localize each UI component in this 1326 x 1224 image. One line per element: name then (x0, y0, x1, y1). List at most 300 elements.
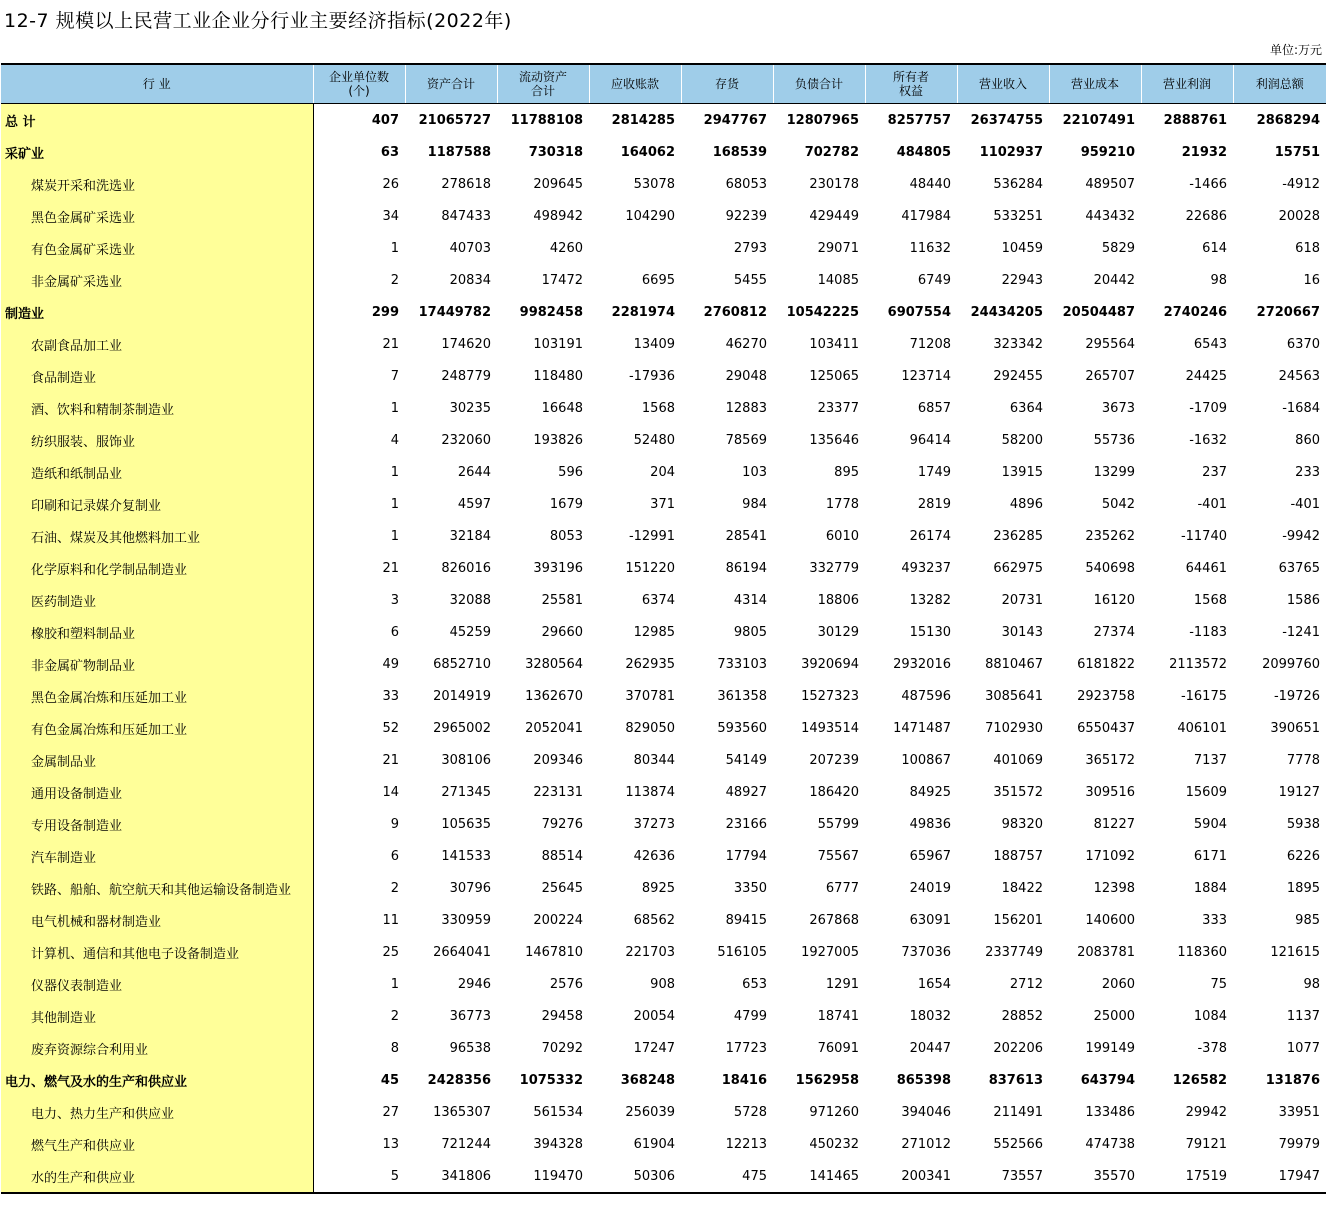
table-title: 12-7 规模以上民营工业企业分行业主要经济指标(2022年) (4, 10, 512, 32)
value-cell: 702782 (804, 144, 859, 160)
value-cell: 2947767 (703, 112, 767, 128)
value-cell: 1562958 (795, 1072, 859, 1088)
value-cell: 92239 (725, 208, 767, 224)
value-cell: 35570 (1049, 1160, 1141, 1193)
value-cell: 45259 (449, 624, 491, 640)
value-cell: 1467810 (525, 944, 583, 960)
industry-name: 通用设备制造业 (1, 776, 313, 808)
value-cell: 1778 (825, 496, 859, 512)
industry-name: 纺织服装、服饰业 (1, 424, 313, 456)
value-cell: 5904 (1193, 816, 1227, 832)
value-cell: 4597 (457, 496, 491, 512)
value-cell: 13282 (909, 592, 951, 608)
industry-name: 铁路、船舶、航空航天和其他运输设备制造业 (1, 872, 313, 904)
industry-name: 造纸和纸制品业 (1, 456, 313, 488)
value-cell: 12213 (725, 1136, 767, 1152)
value-cell: 323342 (993, 336, 1043, 352)
value-cell: 12985 (633, 624, 675, 640)
value-cell: 1187588 (427, 144, 491, 160)
value-cell: 28852 (1001, 1008, 1043, 1024)
value-cell: 371 (650, 496, 675, 512)
industry-name: 黑色金属矿采选业 (1, 200, 313, 232)
table-row (1, 264, 1326, 296)
value-cell: 351572 (993, 784, 1043, 800)
value-cell: 126582 (1172, 1072, 1227, 1088)
category-row (1, 136, 1326, 168)
table-row (1, 168, 1326, 200)
value-cell: 15751 (1274, 144, 1320, 160)
value-cell: 171092 (1085, 848, 1135, 864)
value-cell: 21932 (1181, 144, 1227, 160)
value-cell: 3673 (1101, 400, 1135, 416)
value-cell: 6 (390, 624, 399, 640)
value-cell: -378 (1197, 1040, 1227, 1056)
value-cell: 30129 (817, 624, 859, 640)
value-cell: -9942 (1282, 528, 1320, 544)
value-cell: -17936 (628, 368, 675, 384)
value-cell: 6857 (917, 400, 951, 416)
value-cell: 1 (390, 976, 399, 992)
value-cell: 12398 (1093, 880, 1135, 896)
industry-name: 其他制造业 (1, 1000, 313, 1032)
value-cell: 236285 (993, 528, 1043, 544)
value-cell: 100867 (901, 752, 951, 768)
value-cell: 21 (382, 560, 399, 576)
value-cell: 593560 (717, 720, 767, 736)
value-cell: 9 (390, 816, 399, 832)
value-cell: 561534 (533, 1104, 583, 1120)
value-cell: 2 (390, 272, 399, 288)
value-cell: 6226 (1286, 848, 1320, 864)
value-cell: -1241 (1282, 624, 1320, 640)
value-cell: 407 (371, 112, 399, 128)
value-cell: 6 (390, 848, 399, 864)
value-cell: 1365307 (433, 1104, 491, 1120)
value-cell: 6543 (1193, 336, 1227, 352)
value-cell: 32184 (449, 528, 491, 544)
column-header: 资产合计 (405, 64, 497, 104)
value-cell: 18416 (721, 1072, 767, 1088)
value-cell: 1679 (549, 496, 583, 512)
table-row (1, 1128, 1326, 1160)
value-cell: 13 (382, 1136, 399, 1152)
value-cell: 193826 (533, 432, 583, 448)
economic-indicators-table (1, 63, 1326, 1194)
value-cell: 11788108 (510, 112, 583, 128)
value-cell: 721244 (441, 1136, 491, 1152)
value-cell: 271012 (901, 1136, 951, 1152)
value-cell: 235262 (1085, 528, 1135, 544)
table-row (1, 712, 1326, 744)
table-row (1, 328, 1326, 360)
table-row (1, 552, 1326, 584)
value-cell: 1586 (1286, 592, 1320, 608)
value-cell: 223131 (533, 784, 583, 800)
value-cell: 540698 (1085, 560, 1135, 576)
value-cell: 63091 (909, 912, 951, 928)
value-cell: 221703 (625, 944, 675, 960)
value-cell: 265707 (1085, 368, 1135, 384)
value-cell (589, 232, 681, 264)
value-cell: 341806 (405, 1160, 497, 1193)
value-cell: 168539 (712, 144, 767, 160)
value-cell: 174620 (441, 336, 491, 352)
value-cell: 474738 (1085, 1136, 1135, 1152)
value-cell: 70292 (541, 1040, 583, 1056)
value-cell: 209645 (533, 176, 583, 192)
industry-name: 采矿业 (1, 136, 313, 168)
value-cell: -19726 (1273, 688, 1320, 704)
value-cell: 16648 (541, 400, 583, 416)
value-cell: 2888761 (1163, 112, 1227, 128)
value-cell: 131876 (1265, 1072, 1320, 1088)
table-row (1, 968, 1326, 1000)
value-cell: 21 (382, 752, 399, 768)
value-cell: 1 (390, 464, 399, 480)
value-cell: 49836 (909, 816, 951, 832)
table-row (1, 1000, 1326, 1032)
value-cell: 13915 (1001, 464, 1043, 480)
value-cell: 533251 (993, 208, 1043, 224)
value-cell: 475 (681, 1160, 773, 1193)
column-header: 应收账款 (589, 64, 681, 104)
value-cell: 2428356 (427, 1072, 491, 1088)
industry-name: 废弃资源综合利用业 (1, 1032, 313, 1064)
value-cell: 643794 (1080, 1072, 1135, 1088)
value-cell: 1654 (917, 976, 951, 992)
value-cell: 1471487 (893, 720, 951, 736)
value-cell: 6181822 (1077, 656, 1135, 672)
value-cell: 4799 (733, 1008, 767, 1024)
value-cell: 6749 (917, 272, 951, 288)
value-cell: 3 (390, 592, 399, 608)
value-cell: 14085 (817, 272, 859, 288)
industry-name: 非金属矿物制品业 (1, 648, 313, 680)
value-cell: 17247 (633, 1040, 675, 1056)
value-cell: 450232 (809, 1136, 859, 1152)
value-cell: 7102930 (985, 720, 1043, 736)
value-cell: 23377 (817, 400, 859, 416)
value-cell: 2644 (457, 464, 491, 480)
value-cell: 1077 (1286, 1040, 1320, 1056)
value-cell: 68562 (633, 912, 675, 928)
table-row (1, 648, 1326, 680)
value-cell: 84925 (909, 784, 951, 800)
value-cell: 200341 (865, 1160, 957, 1193)
value-cell: 27 (382, 1104, 399, 1120)
value-cell: 233 (1295, 464, 1320, 480)
value-cell: 20054 (633, 1008, 675, 1024)
value-cell: 2965002 (433, 720, 491, 736)
value-cell: 135646 (809, 432, 859, 448)
value-cell: 2052041 (525, 720, 583, 736)
value-cell: 847433 (441, 208, 491, 224)
value-cell: 63765 (1278, 560, 1320, 576)
table-row (1, 1160, 1326, 1193)
value-cell: 2793 (733, 240, 767, 256)
category-row (1, 1064, 1326, 1096)
value-cell: 2113572 (1169, 656, 1227, 672)
value-cell: 443432 (1085, 208, 1135, 224)
column-header: 行 业 (1, 64, 313, 104)
industry-name: 总 计 (1, 104, 313, 137)
value-cell: 25581 (541, 592, 583, 608)
table-row (1, 904, 1326, 936)
value-cell: 113874 (625, 784, 675, 800)
value-cell: 33951 (1278, 1104, 1320, 1120)
value-cell: 6370 (1286, 336, 1320, 352)
value-cell: 33 (382, 688, 399, 704)
value-cell: 118360 (1177, 944, 1227, 960)
value-cell: 1 (390, 400, 399, 416)
value-cell: 46270 (725, 336, 767, 352)
industry-name: 农副食品加工业 (1, 328, 313, 360)
value-cell: 29942 (1185, 1104, 1227, 1120)
value-cell: 49 (382, 656, 399, 672)
value-cell: -11740 (1180, 528, 1227, 544)
value-cell: 188757 (993, 848, 1043, 864)
value-cell: 20834 (449, 272, 491, 288)
value-cell: 20447 (909, 1040, 951, 1056)
value-cell: 614 (1202, 240, 1227, 256)
value-cell: 1 (390, 496, 399, 512)
value-cell: 2014919 (433, 688, 491, 704)
value-cell: -401 (1290, 496, 1320, 512)
value-cell: 9805 (733, 624, 767, 640)
value-cell: 21065727 (418, 112, 491, 128)
value-cell: 22943 (1001, 272, 1043, 288)
value-cell: 29071 (817, 240, 859, 256)
value-cell: 2814285 (611, 112, 675, 128)
value-cell: 2 (390, 1008, 399, 1024)
value-cell: 86194 (725, 560, 767, 576)
value-cell: 401069 (993, 752, 1043, 768)
industry-name: 橡胶和塑料制品业 (1, 616, 313, 648)
value-cell: 2083781 (1077, 944, 1135, 960)
value-cell: 118480 (533, 368, 583, 384)
value-cell: 29458 (541, 1008, 583, 1024)
industry-name: 化学原料和化学制品制造业 (1, 552, 313, 584)
value-cell: 8925 (641, 880, 675, 896)
value-cell: 2337749 (985, 944, 1043, 960)
table-row (1, 1032, 1326, 1064)
value-cell: -1183 (1189, 624, 1227, 640)
value-cell: 25645 (541, 880, 583, 896)
industry-name: 专用设备制造业 (1, 808, 313, 840)
value-cell: 45 (380, 1072, 399, 1088)
value-cell: 1568 (1193, 592, 1227, 608)
value-cell: 186420 (809, 784, 859, 800)
value-cell: 11632 (909, 240, 951, 256)
value-cell: 17794 (725, 848, 767, 864)
table-row (1, 424, 1326, 456)
industry-name: 酒、饮料和精制茶制造业 (1, 392, 313, 424)
value-cell: 26374755 (970, 112, 1043, 128)
value-cell: 2868294 (1256, 112, 1320, 128)
value-cell: 55736 (1093, 432, 1135, 448)
industry-name: 电力、热力生产和供应业 (1, 1096, 313, 1128)
value-cell: 24563 (1278, 368, 1320, 384)
value-cell: 24019 (909, 880, 951, 896)
value-cell: 271345 (441, 784, 491, 800)
value-cell: 1084 (1193, 1008, 1227, 1024)
value-cell: 1527323 (801, 688, 859, 704)
value-cell: 19127 (1278, 784, 1320, 800)
value-cell: 202206 (993, 1040, 1043, 1056)
value-cell: 30235 (449, 400, 491, 416)
value-cell: -1466 (1189, 176, 1227, 192)
value-cell: 390651 (1270, 720, 1320, 736)
value-cell: 248779 (441, 368, 491, 384)
value-cell: 6907554 (887, 304, 951, 320)
column-header: 负债合计 (773, 64, 865, 104)
value-cell: 8810467 (985, 656, 1043, 672)
value-cell: 103191 (533, 336, 583, 352)
industry-name: 食品制造业 (1, 360, 313, 392)
value-cell: 237 (1202, 464, 1227, 480)
industry-name: 仪器仪表制造业 (1, 968, 313, 1000)
value-cell: 61904 (633, 1136, 675, 1152)
value-cell: 20504487 (1062, 304, 1135, 320)
industry-name: 金属制品业 (1, 744, 313, 776)
category-row (1, 104, 1326, 137)
value-cell: 3920694 (801, 656, 859, 672)
value-cell: 7778 (1286, 752, 1320, 768)
value-cell: 365172 (1085, 752, 1135, 768)
value-cell: 79276 (541, 816, 583, 832)
value-cell: 959210 (1080, 144, 1135, 160)
value-cell: 156201 (993, 912, 1043, 928)
value-cell: -1632 (1189, 432, 1227, 448)
value-cell: 256039 (625, 1104, 675, 1120)
value-cell: 333 (1202, 912, 1227, 928)
table-row (1, 488, 1326, 520)
value-cell: 29660 (541, 624, 583, 640)
value-cell: 30143 (1001, 624, 1043, 640)
value-cell: 1895 (1286, 880, 1320, 896)
value-cell: 8053 (549, 528, 583, 544)
value-cell: 1102937 (979, 144, 1043, 160)
value-cell: 489507 (1085, 176, 1135, 192)
value-cell: 27374 (1093, 624, 1135, 640)
value-cell: 2946 (457, 976, 491, 992)
value-cell: 267868 (809, 912, 859, 928)
value-cell: 985 (1295, 912, 1320, 928)
value-cell: 826016 (441, 560, 491, 576)
table-row (1, 840, 1326, 872)
industry-name: 汽车制造业 (1, 840, 313, 872)
value-cell: 40703 (449, 240, 491, 256)
value-cell: 25000 (1093, 1008, 1135, 1024)
industry-name: 医药制造业 (1, 584, 313, 616)
value-cell: 63 (380, 144, 399, 160)
value-cell: 330959 (441, 912, 491, 928)
table-row (1, 520, 1326, 552)
value-cell: 394328 (533, 1136, 583, 1152)
value-cell: 125065 (809, 368, 859, 384)
value-cell: 21 (382, 336, 399, 352)
value-cell: 37273 (633, 816, 675, 832)
value-cell: 1362670 (525, 688, 583, 704)
value-cell: 164062 (620, 144, 675, 160)
value-cell: 662975 (993, 560, 1043, 576)
value-cell: 10459 (1001, 240, 1043, 256)
column-header: 流动资产 合计 (497, 64, 589, 104)
value-cell: 552566 (993, 1136, 1043, 1152)
value-cell: 1568 (641, 400, 675, 416)
value-cell: 292455 (993, 368, 1043, 384)
value-cell: 18422 (1001, 880, 1043, 896)
value-cell: 76091 (817, 1040, 859, 1056)
industry-name: 印刷和记录媒介复制业 (1, 488, 313, 520)
value-cell: -12991 (628, 528, 675, 544)
value-cell: 75 (1210, 976, 1227, 992)
value-cell: 361358 (717, 688, 767, 704)
value-cell: 829050 (625, 720, 675, 736)
value-cell: 2932016 (893, 656, 951, 672)
value-cell: 71208 (909, 336, 951, 352)
industry-name: 黑色金属冶炼和压延加工业 (1, 680, 313, 712)
value-cell: 1 (390, 240, 399, 256)
value-cell: 79979 (1278, 1136, 1320, 1152)
value-cell: 22107491 (1062, 112, 1135, 128)
value-cell: 6777 (825, 880, 859, 896)
value-cell: -1684 (1282, 400, 1320, 416)
table-row (1, 776, 1326, 808)
value-cell: 5 (313, 1160, 405, 1193)
value-cell: 1 (390, 528, 399, 544)
value-cell: 2740246 (1163, 304, 1227, 320)
value-cell: 81227 (1093, 816, 1135, 832)
value-cell: 141465 (773, 1160, 865, 1193)
value-cell: 971260 (809, 1104, 859, 1120)
column-header: 营业利润 (1141, 64, 1233, 104)
value-cell: 200224 (533, 912, 583, 928)
value-cell: 65967 (909, 848, 951, 864)
table-row (1, 200, 1326, 232)
value-cell: 1749 (917, 464, 951, 480)
value-cell: 393196 (533, 560, 583, 576)
table-row (1, 616, 1326, 648)
industry-name: 有色金属矿采选业 (1, 232, 313, 264)
value-cell: 103 (742, 464, 767, 480)
value-cell: 653 (742, 976, 767, 992)
value-cell: 1493514 (801, 720, 859, 736)
table-row (1, 232, 1326, 264)
value-cell: 860 (1295, 432, 1320, 448)
value-cell: 96414 (909, 432, 951, 448)
value-cell: 123714 (901, 368, 951, 384)
value-cell: 406101 (1177, 720, 1227, 736)
value-cell: 5829 (1101, 240, 1135, 256)
value-cell: 2060 (1101, 976, 1135, 992)
value-cell: 4260 (549, 240, 583, 256)
value-cell: 52 (382, 720, 399, 736)
value-cell: 516105 (717, 944, 767, 960)
value-cell: 299 (371, 304, 399, 320)
value-cell: 42636 (633, 848, 675, 864)
table-body (1, 104, 1326, 1194)
value-cell: 103411 (809, 336, 859, 352)
value-cell: 88514 (541, 848, 583, 864)
value-cell: 230178 (809, 176, 859, 192)
value-cell: 75567 (817, 848, 859, 864)
industry-name: 制造业 (1, 296, 313, 328)
value-cell: 53078 (633, 176, 675, 192)
industry-name: 有色金属冶炼和压延加工业 (1, 712, 313, 744)
unit-label: 单位:万元 (1269, 43, 1322, 57)
value-cell: 9982458 (519, 304, 583, 320)
